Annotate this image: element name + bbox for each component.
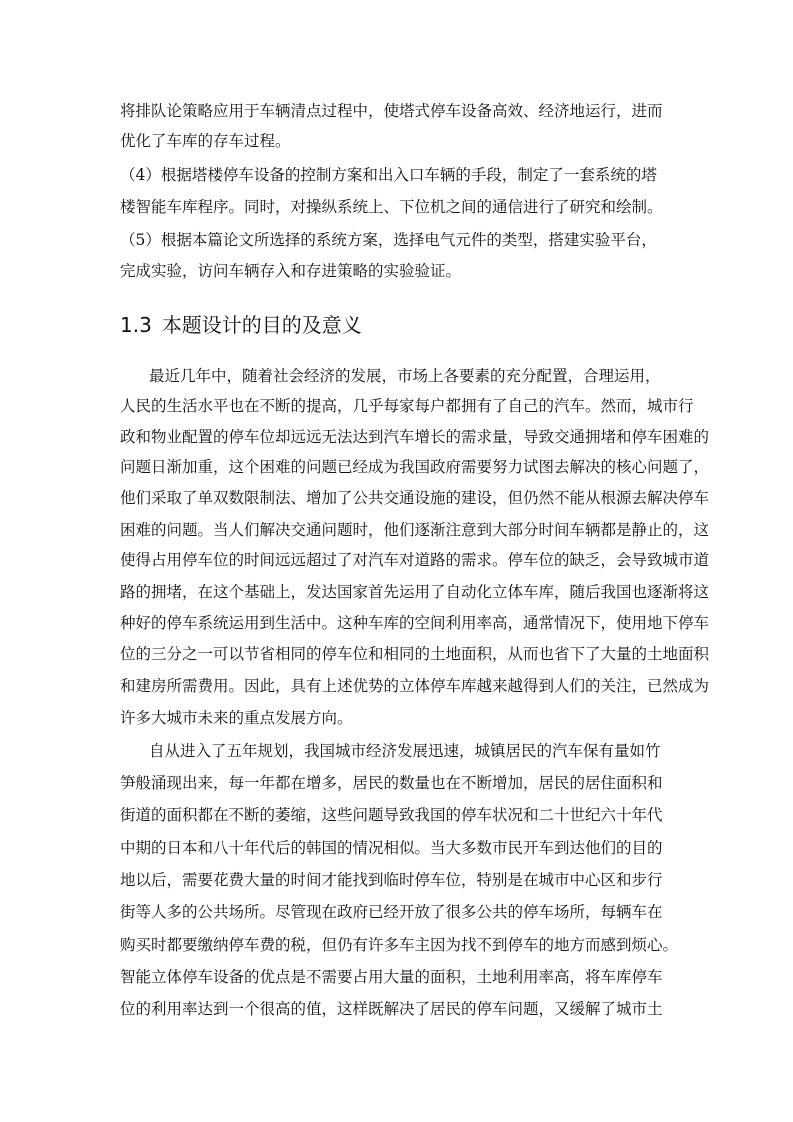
paragraph-line: 人民的生活水平也在不断的提高，几乎每家每户都拥有了自己的汽车。然而，城市行 <box>120 397 694 415</box>
text-line: （5）根据本篇论文所选择的系统方案，选择电气元件的类型，搭建实验平台， <box>120 231 657 249</box>
paragraph-line: 最近几年中，随着社会经济的发展，市场上各要素的充分配置，合理运用， <box>149 367 661 385</box>
paragraph-line: 许多大城市未来的重点发展方向。 <box>120 709 353 727</box>
paragraph-line: 种好的停车系统运用到生活中。这种车库的空间利用率高，通常情况下，使用地下停车 <box>120 614 710 632</box>
paragraph-line: 使得占用停车位的时间远远超过了对汽车对道路的需求。停车位的缺乏，会导致城市道 <box>120 551 710 569</box>
paragraph-line: 街等人多的公共场所。尽管现在政府已经开放了很多公共的停车场所，每辆车在 <box>120 903 663 921</box>
paragraph-line: 他们采取了单双数限制法、增加了公共交通设施的建设，但仍然不能从根源去解决停车 <box>120 489 710 507</box>
text-line: 楼智能车库程序。同时，对操纵系统上、下位机之间的通信进行了研究和绘制。 <box>120 198 663 216</box>
paragraph-line: 位的三分之一可以节省相同的停车位和相同的土地面积，从而也省下了大量的土地面积 <box>120 645 710 663</box>
paragraph-line: 购买时都要缴纳停车费的税，但仍有许多车主因为找不到停车的地方而感到烦心。 <box>120 936 679 954</box>
paragraph-line: 路的拥堵，在这个基础上，发达国家首先运用了自动化立体车库，随后我国也逐渐将这 <box>120 583 710 601</box>
section-heading <box>120 311 362 339</box>
paragraph-line: 位的利用率达到一个很高的值，这样既解决了居民的停车问题，又缓解了城市土 <box>120 1000 663 1018</box>
paragraph-line: 笋般涌现出来，每一年都在增多，居民的数量也在不断增加，居民的居住面积和 <box>120 774 663 792</box>
text-line: （4）根据塔楼停车设备的控制方案和出入口车辆的手段，制定了一套系统的塔 <box>120 166 657 184</box>
text-line: 完成实验，访问车辆存入和存进策略的实验验证。 <box>120 262 462 280</box>
paragraph-line: 困难的问题。当人们解决交通问题时，他们逐渐注意到大部分时间车辆都是静止的，这 <box>120 521 710 539</box>
paragraph-line: 政和物业配置的停车位却远远无法达到汽车增长的需求量，导致交通拥堵和停车困难的 <box>120 428 710 446</box>
paragraph-line: 智能立体停车设备的优点是不需要占用大量的面积，土地利用率高，将车库停车 <box>120 968 663 986</box>
text-line: 将排队论策略应用于车辆清点过程中，使塔式停车设备高效、经济地运行，进而 <box>120 102 663 120</box>
paragraph-line: 地以后，需要花费大量的时间才能找到临时停车位，特别是在城市中心区和步行 <box>120 871 663 889</box>
paragraph-line: 自从进入了五年规划，我国城市经济发展迅速，城镇居民的汽车保有量如竹 <box>149 742 661 760</box>
section-number: 1.3 <box>120 313 152 337</box>
paragraph-line: 问题日渐加重，这个困难的问题已经成为我国政府需要努力试图去解决的核心问题了， <box>120 458 710 476</box>
text-line: 优化了车库的存车过程。 <box>120 132 291 150</box>
paragraph-line: 和建房所需费用。因此，具有上述优势的立体停车库越来越得到人们的关注，已然成为 <box>120 677 710 695</box>
paragraph-line: 中期的日本和八十年代后的韩国的情况相似。当大多数市民开车到达他们的目的 <box>120 839 663 857</box>
paragraph-line: 街道的面积都在不断的萎缩，这些问题导致我国的停车状况和二十世纪六十年代 <box>120 806 663 824</box>
section-title: 本题设计的目的及意义 <box>161 313 362 337</box>
